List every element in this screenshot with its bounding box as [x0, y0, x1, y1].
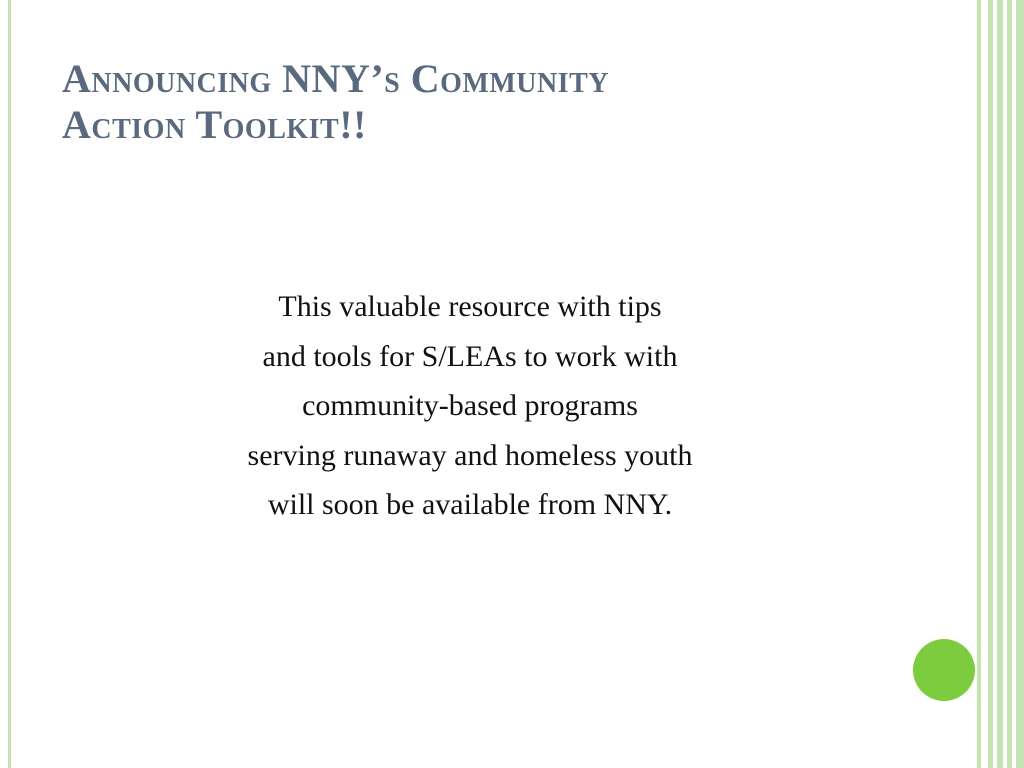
- body-line: will soon be available from NNY.: [267, 488, 673, 521]
- right-stripe: [997, 0, 1003, 768]
- slide-body: [130, 282, 810, 530]
- body-line: and tools for S/LEAs to work with: [262, 339, 678, 373]
- left-border-line: [8, 0, 11, 768]
- right-stripe: [988, 0, 993, 768]
- body-line: serving runaway and homeless youth: [247, 438, 693, 472]
- slide-title-line-2: Action Toolkit!!: [62, 102, 367, 147]
- green-circle-decoration: [913, 639, 975, 701]
- slide-title: [62, 56, 942, 148]
- right-stripe: [1007, 0, 1012, 768]
- slide-title-line-1: Announcing NNY’s Community: [62, 56, 609, 101]
- right-stripe: [1016, 0, 1024, 768]
- body-line: This valuable resource with tips: [278, 290, 662, 323]
- body-line: community-based programs: [302, 389, 638, 422]
- right-stripe: [977, 0, 981, 768]
